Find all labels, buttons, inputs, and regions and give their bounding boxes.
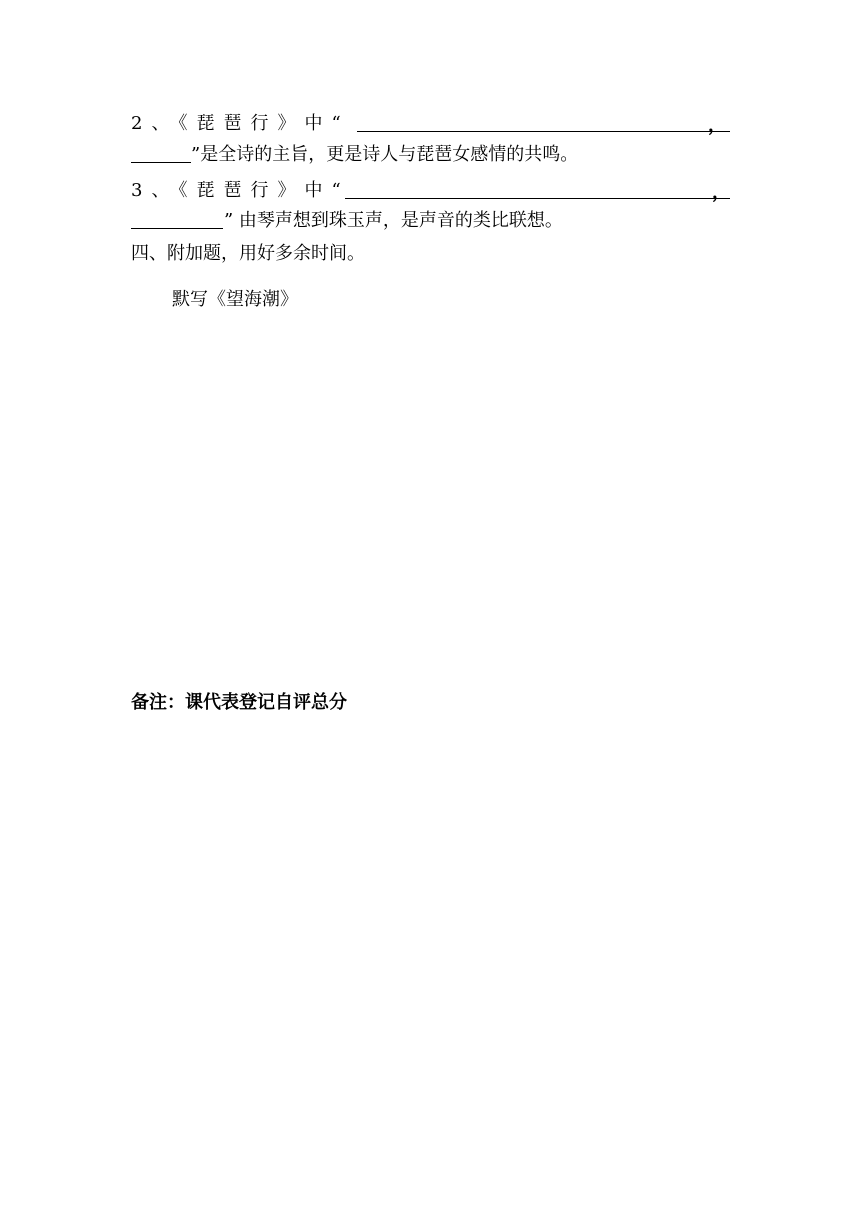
- question-3-continuation: ” 由琴声想到珠玉声，是声音的类比联想。: [224, 210, 563, 231]
- section-four-task: 默写《望海潮》: [172, 289, 298, 310]
- question-2-continuation: ”是全诗的主旨，更是诗人与琵琶女感情的共鸣。: [191, 144, 579, 165]
- question-3-answer-blank-1[interactable]: [345, 178, 730, 199]
- question-2-answer-blank-2[interactable]: [131, 142, 191, 163]
- question-3-comma: ，: [712, 182, 730, 203]
- question-3-answer-blank-2[interactable]: [131, 208, 223, 229]
- question-3-prefix: 3、《琵琶行》中“: [131, 180, 350, 201]
- question-2-prefix: 2、《琵琶行》中“: [131, 113, 350, 134]
- question-2-comma: ，: [708, 115, 726, 136]
- remark-note: 备注：课代表登记自评总分: [131, 692, 347, 713]
- question-2-line-1: [131, 111, 350, 137]
- section-four-heading: 四、附加题，用好多余时间。: [131, 243, 365, 264]
- question-3-line-1: [131, 178, 350, 204]
- question-2-answer-blank-1[interactable]: [357, 111, 730, 132]
